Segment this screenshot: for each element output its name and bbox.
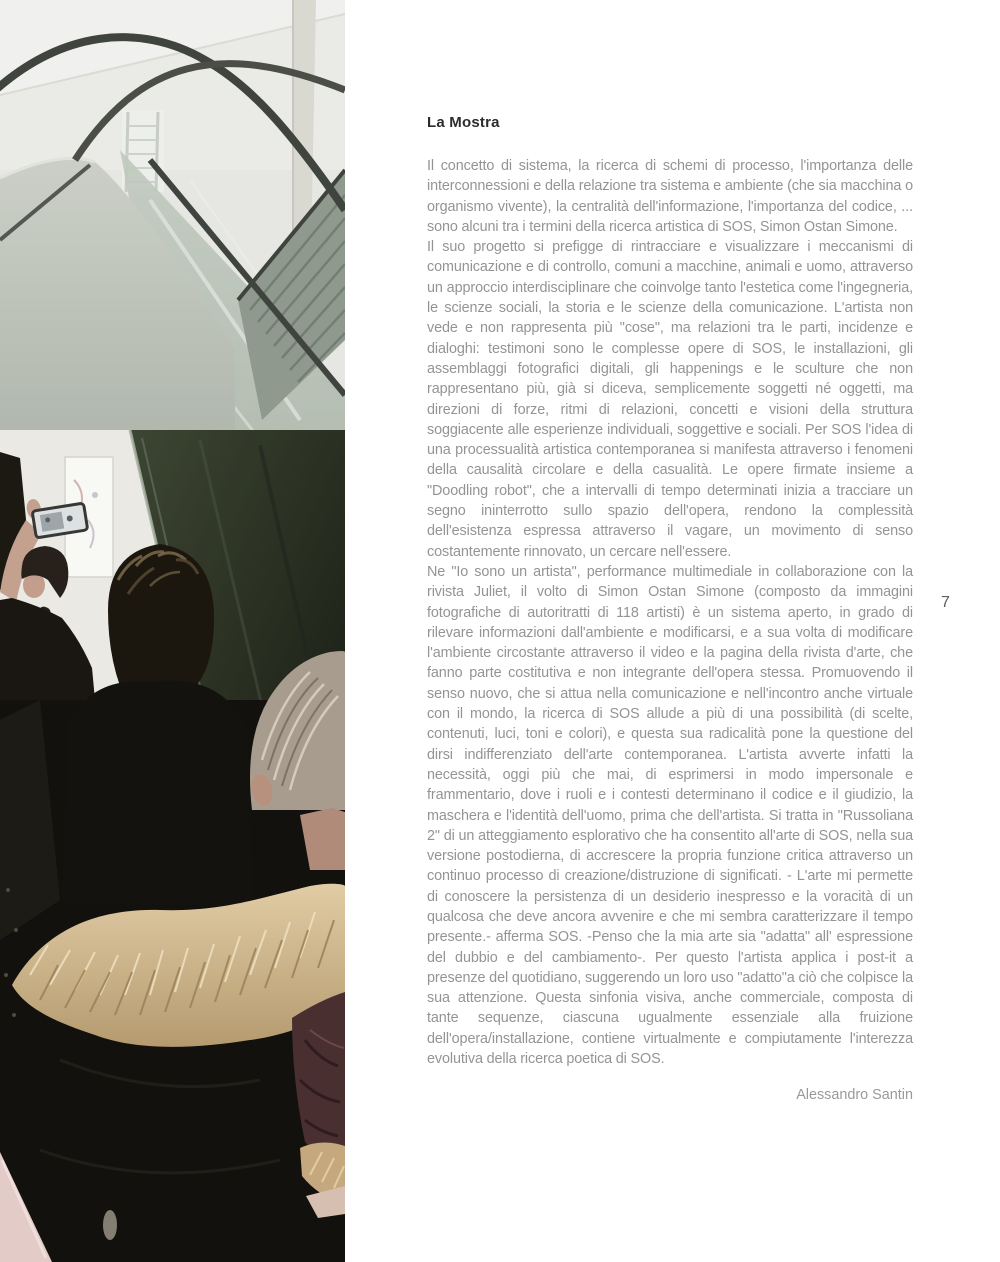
article-paragraph-2: Il suo progetto si prefigge di rintracciare e visualizzare i meccanismi di comunicazione e di controllo, comuni a macchine, animali e uomo, attraverso un approccio interdisciplinare che coinvolge tanto l'estetica come l'ingegneria, le scienze sociali, la storia e le scienze della comunicazione. L'artista non vede e non rappresenta più "cose", ma relazioni tra le parti, incidenze e dialoghi: testimoni sono le complesse opere di SOS, le installazioni, gli assemblaggi fotografici digitali, gli happenings e le sculture che non rappresentano più, già si diceva, semplicemente soggetti né oggetti, ma direzioni di forze, ritmi di relazioni, concetti e visioni della struttura soggiacente alle esperienze individuali, soggettive e sociali. Per SOS l'idea di una processualità artistica contemporanea si manifesta attraverso i fenomeni della causalità circolare e della casualità. Le opere firmate insieme a "Doodling robot", che a intervalli di tempo determinati inizia a tracciare un segno ininterrotto sullo spazio dell'opera, rendono la complessità dell'esistenza espressa attraverso il vagare, un movimento di senso costantemente rinnovato, un cercare nell'essere. xyxy=(427,239,913,560)
article-body xyxy=(427,156,913,1069)
article-paragraph-1: Il concetto di sistema, la ricerca di schemi di processo, l'importanza delle interconnessioni e della relazione tra sistema e ambiente (che sia macchina o organismo vivente), la centralità dell'informazione, l'importanza del codice, ... sono alcuni tra i termini della ricerca artistica di SOS, Simon Ostan Simone. xyxy=(427,158,913,235)
exhibition-photo xyxy=(0,0,345,1262)
author-signature: Alessandro Santin xyxy=(796,1087,913,1104)
article xyxy=(427,114,913,1105)
article-paragraph-3: Ne "Io sono un artista", performance multimediale in collaborazione con la rivista Juliet, il volto di Simon Ostan Simone (composto da immagini fotografiche di autoritratti di 118 artisti) è un sistema aperto, in grado di rilevare informazioni dall'ambiente e modificarsi, e a sua volta di modificare l'ambiente circostante attraverso il video e la pagina della rivista d'arte, che fanno parte costitutiva e non integrante dell'opera stessa. Promuovendo il senso nuovo, che si attua nella comunicazione e nell'incontro anche virtuale con il mondo, la ricerca di SOS allude a più di una possibilità (di scelte, contenuti, luci, toni e colori), e questa sua radicalità pone la questione del dirsi indifferenziato dell'arte contemporanea. L'artista avverte infatti la necessità, oggi più che mai, di esprimersi in modo impersonale e frammentario, dove i ruoli e i contesti determinano il codice e il giudizio, la maschera e l'identità dell'uomo, prima che dell'artista. Si tratta in "Russoliana 2" di un atteggiamento esplorativo che ha consentito all'arte di SOS, nella sua versione postodierna, di accrescere la propria funzione critica attraverso un continuo processo di creazione/distruzione di significati. - L'arte mi permette di conoscere la persistenza di un desiderio inespresso e la voracità di un qualcosa che deve ancora avvenire e che mi sembra caratterizzare il tempo presente.- afferma SOS. -Penso che la mia arte sia "adatta" all' espressione del dubbio e del cambiamento-. Per questo l'artista applica i post-it a presenze del quotidiano, suggerendo un loro uso "adatto"a ciò che colpisce la sua attenzione. Questa sinfonia visiva, anche commerciale, composta di tante sequenze, ciascuna ugualmente essenziale alla fruizione dell'opera/installazione, contiene virtualmente e compiutamente l'interezza evolutiva della ricerca poetica di SOS. xyxy=(427,563,913,1068)
article-title: La Mostra xyxy=(427,114,500,131)
page-number: 7 xyxy=(941,594,950,611)
